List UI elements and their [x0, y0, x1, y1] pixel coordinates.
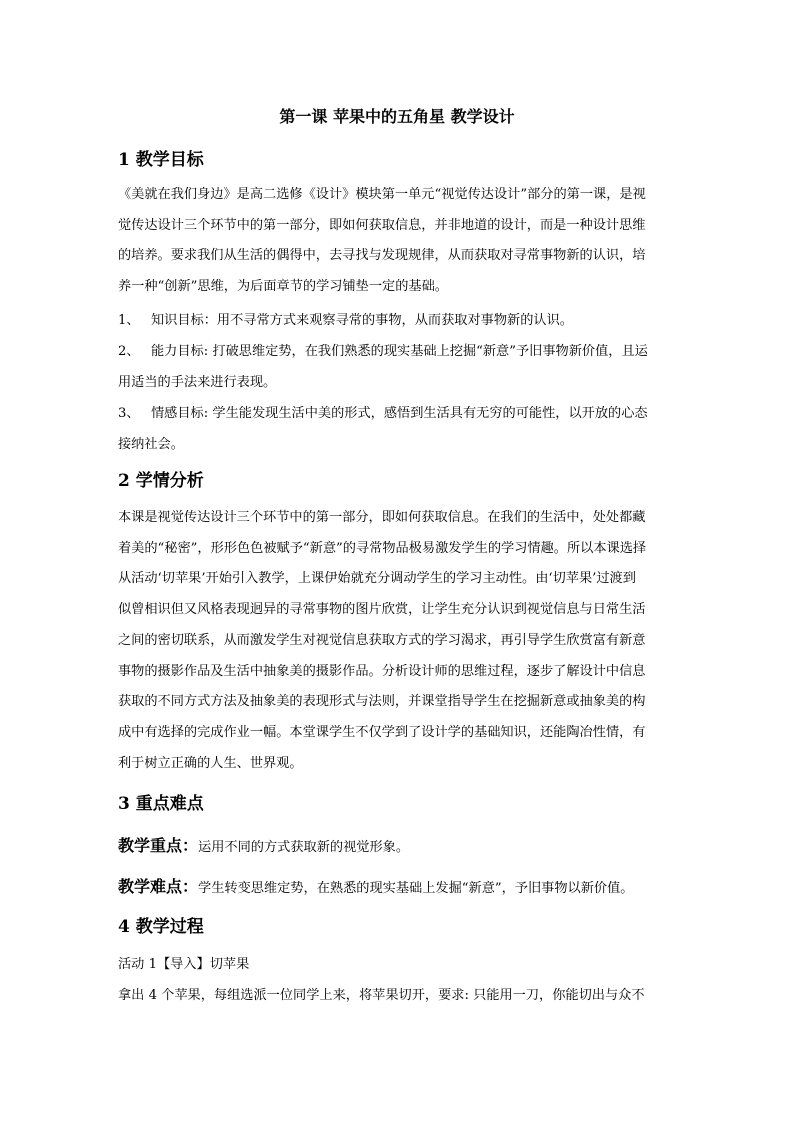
goal-number: 2、 — [118, 344, 140, 359]
paragraph-line: 事物的摄影作品及生活中抽象美的摄影作品。分析设计师的思维过程，逐步了解设计中信息 — [118, 663, 646, 679]
paragraph-line: 从活动‘切苹果’开始引入教学，上课伊始就充分调动学生的学习主动性。由‘切苹果’过渡到 — [118, 571, 636, 587]
section-heading-objectives: 1 教学目标 — [118, 150, 204, 170]
section-heading-analysis: 2 学情分析 — [118, 471, 204, 491]
paragraph-line: 之间的密切联系，从而激发学生对视觉信息获取方式的学习渴求，再引导学生欣赏富有新意 — [118, 632, 646, 648]
paragraph-line: 《美就在我们身边》是高二选修《设计》模块第一单元“视觉传达设计”部分的第一课，是视 — [118, 187, 646, 202]
section-heading-key-points: 3 重点难点 — [118, 794, 204, 814]
difficulty-text: 学生转变思维定势，在熟悉的现实基础上发掘“新意”，予旧事物以新价值。 — [198, 881, 634, 896]
process-paragraph — [118, 981, 678, 1012]
goal-item — [118, 399, 678, 460]
key-point-row — [118, 834, 688, 860]
goal-item — [118, 306, 678, 337]
goal-text-continued: 接纳社会。 — [118, 436, 184, 452]
paragraph-line: 的培养。要求我们从生活的偶得中，去寻找与发现规律，从而获取对寻常事物新的认识，培 — [118, 248, 646, 264]
goal-text: 知识目标：用不寻常方式来观察寻常的事物，从而获取对事物新的认识。 — [151, 313, 573, 328]
goal-number: 1、 — [118, 313, 140, 328]
paragraph-line: 觉传达设计三个环节中的第一部分，即如何获取信息，并非地道的设计，而是一种设计思维 — [118, 217, 646, 233]
objectives-paragraph — [118, 180, 678, 303]
paragraph-line: 养一种“创新”思维，为后面章节的学习铺垫一定的基础。 — [118, 279, 448, 295]
paragraph-line: 本课是视觉传达设计三个环节中的第一部分，即如何获取信息。在我们的生活中，处处都藏 — [118, 510, 646, 525]
key-point-text: 运用不同的方式获取新的视觉形象。 — [198, 840, 410, 855]
paragraph-line: 着美的“秘密”，形形色色被赋予“新意”的寻常物品极易激发学生的学习情趣。所以本课选择 — [118, 540, 647, 556]
paragraph-line: 获取的不同方式方法及抽象美的表现形式与法则，并课堂指导学生在挖掘新意或抽象美的构 — [118, 694, 646, 710]
goal-number: 3、 — [118, 406, 140, 421]
page-title: 第一课 苹果中的五角星 教学设计 — [279, 107, 515, 126]
goal-text: 能力目标: 打破思维定势，在我们熟悉的现实基础上挖掘“新意”予旧事物新价值，且运 — [151, 344, 648, 359]
activity-label: 活动 1【导入】切苹果 — [118, 957, 250, 972]
paragraph-line: 成中有选择的完成作业一幅。本堂课学生不仅学到了设计学的基础知识，还能陶冶性情，有 — [118, 724, 646, 740]
analysis-paragraph — [118, 503, 678, 779]
paragraph-line: 利于树立正确的人生、世界观。 — [118, 755, 303, 771]
section-heading-process: 4 教学过程 — [118, 917, 204, 937]
difficulty-label: 教学难点： — [118, 877, 199, 896]
paragraph-line: 似曾相识但又风格表现迥异的寻常事物的图片欣赏，让学生充分认识到视觉信息与日常生活 — [118, 602, 646, 618]
difficulty-row — [118, 875, 688, 901]
paragraph-line: 拿出 4 个苹果，每组选派一位同学上来，将苹果切开，要求: 只能用一刀，你能切出与众不 — [118, 988, 645, 1003]
goal-item — [118, 337, 678, 398]
key-point-label: 教学重点： — [118, 836, 199, 855]
goal-text: 情感目标: 学生能发现生活中美的形式，感悟到生活具有无穷的可能性，以开放的心态 — [151, 406, 648, 421]
goal-text-continued: 用适当的手法来进行表现。 — [118, 374, 277, 390]
